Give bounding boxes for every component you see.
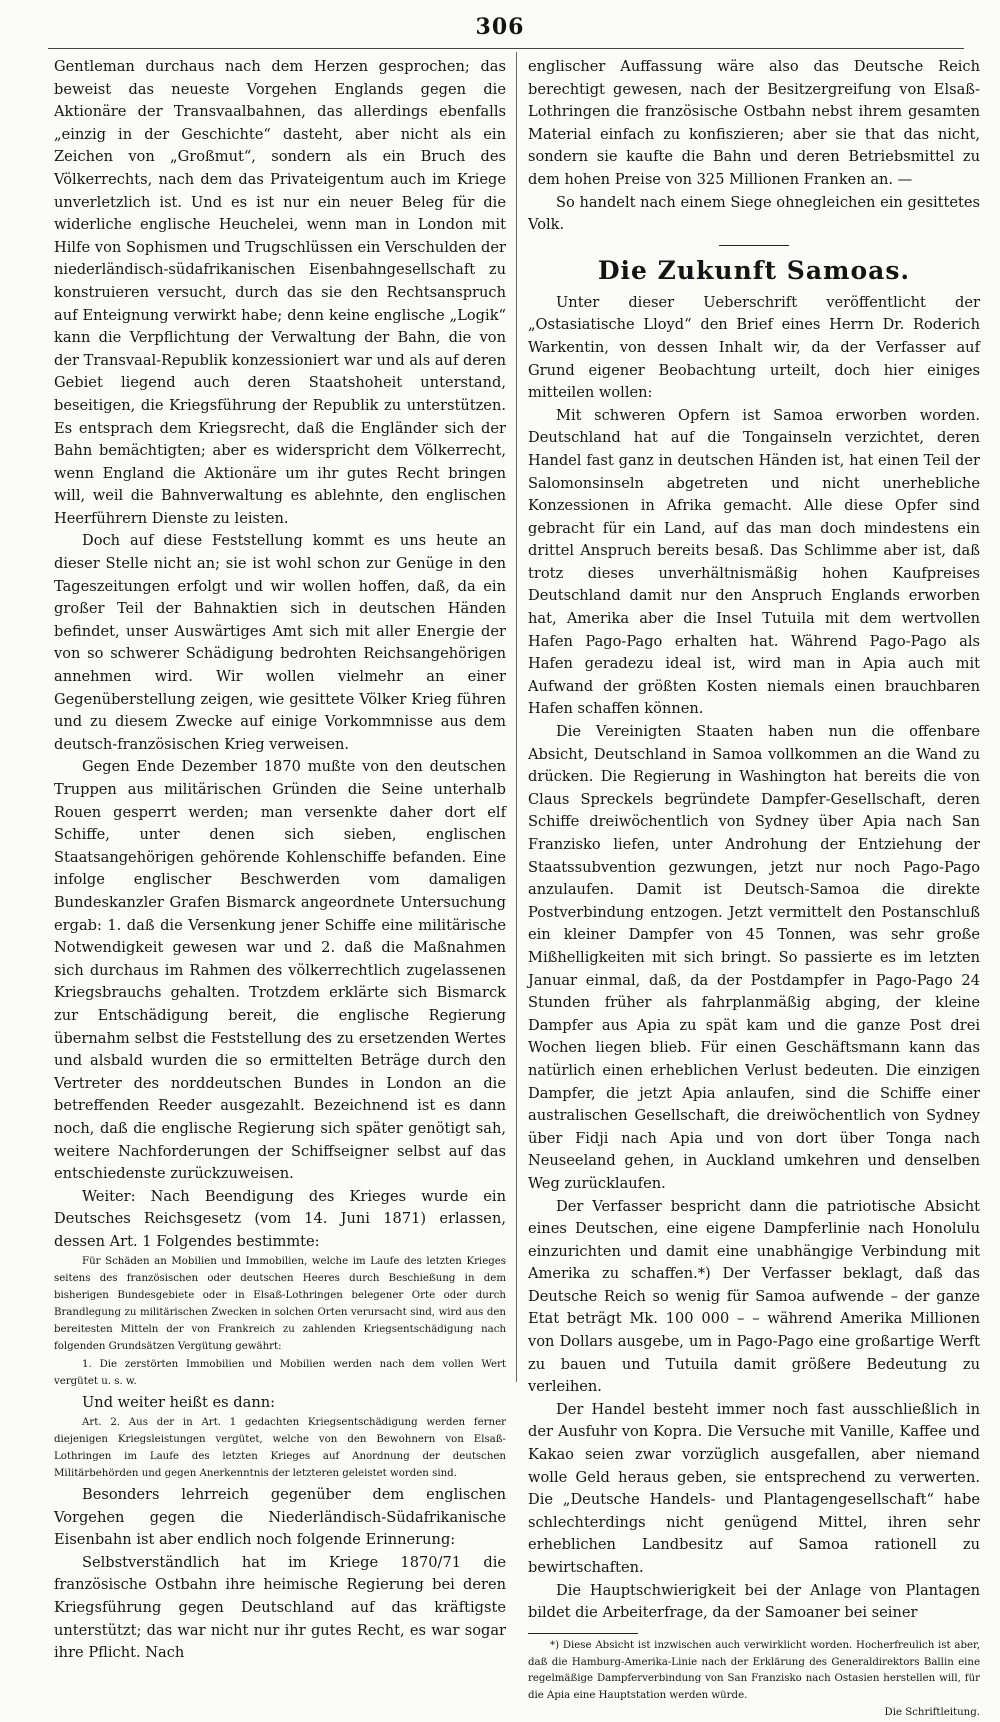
footnote-rule [528, 1633, 638, 1634]
paragraph: englischer Auffassung wäre also das Deutsche Reich berechtigt gewesen, nach der Besitzergreifung von Elsaß-Lothringen die französische Ostbahn nebst ihrem gesamten Material einfach zu konfiszieren; aber sie that das nicht, sondern sie kaufte die Bahn und deren Betriebsmittel zu dem hohen Preise von 325 Millionen Franken an. — [528, 58, 980, 188]
paragraph: Unter dieser Ueberschrift veröffentlicht der „Ostasiatische Lloyd“ den Brief eines Herrn Dr. Roderich Warkentin, von dessen Inhalt wir, da der Verfasser auf Grund eigener Beobachtung urteilt, doch hier einiges mitteilen wollen: [528, 293, 980, 402]
paragraph: Mit schweren Opfern ist Samoa erworben worden. Deutschland hat auf die Tongainseln verzichtet, deren Handel fast ganz in deutschen Händen ist, hat einen Teil der Salomonsinseln abgetreten und nicht unerhebliche Konzessionen in Afrika gemacht. Alle diese Opfer sind gebracht für ein Land, auf das man doch mindestens ein drittel Anspruch bereits besaß. Das Schlimme aber ist, daß trotz dieses unverhältnismäßig hohen Kaufpreises Deutschland damit nur den Anspruch Englands erworben hat, Amerika aber die Insel Tutuila mit dem wertvollen Hafen Pago-Pago erhalten hat. Während Pago-Pago als Hafen geradezu ideal ist, wird man in Apia auch mit Aufwand der größten Kosten niemals einen brauchbaren Hafen schaffen können. [528, 406, 980, 718]
paragraph: Doch auf diese Feststellung kommt es uns heute an dieser Stelle nicht an; sie ist wohl schon zur Genüge in den Tageszeitungen erfolgt und wir wollen hoffen, daß, da ein großer Teil der Bahnaktien sich in deutschen Händen befindet, unser Auswärtiges Amt sich mit aller Energie der von so schwerer Schädigung bedrohten Reichsangehörigen annehmen wird. Wir wollen vielmehr an einer Gegenüberstellung zeigen, wie gesittete Völker Krieg führen und zu diesem Zwecke auf einige Vorkommnisse aus dem deutsch-französischen Krieg verweisen. [54, 532, 506, 753]
footnote: *) Diese Absicht ist inzwischen auch verwirklicht worden. Hocherfreulich ist aber, daß die Hamburg-Amerika-Linie nach der Erklärung des Generaldirektors Ballin eine regelmäßige Dampferverbindung von San Franzisko nach Ostasien herstellen will, für die Apia eine Hauptstation werden würde. [528, 1639, 980, 1702]
paragraph: Besonders lehrreich gegenüber dem englischen Vorgehen gegen die Niederländisch-Südafrikanische Eisenbahn ist aber endlich noch folgende Erinnerung: [54, 1485, 506, 1549]
paragraph: Die Vereinigten Staaten haben nun die offenbare Absicht, Deutschland in Samoa vollkommen an die Wand zu drücken. Die Regierung in Washington hat bereits die von Claus Spreckels begründete Dampfer-Gesellschaft, deren Schiffe dreiwöchentlich von Sydney über Apia nach San Franzisko liefen, unter Androhung der Entziehung der Staatssubvention gezwungen, jetzt nur noch Pago-Pago anzulaufen. Damit ist Deutsch-Samoa die direkte Postverbindung entzogen. Jetzt vermittelt den Postanschluß ein kleiner Dampfer von 45 Tonnen, was sehr große Mißhelligkeiten mit sich bringt. So passierte es im letzten Januar einmal, daß, da der Postdampfer in Pago-Pago 24 Stunden früher als fahrplanmäßig abging, der kleine Dampfer aus Apia zu spät kam und die ganze Post drei Wochen liegen blieb. Für einen Geschäftsmann kann das natürlich einen erheblichen Verlust bedeuten. Die einzigen Dampfer, die jetzt Apia anlaufen, sind die Schiffe einer australischen Gesellschaft, die dreiwöchentlich von Sydney über Fidji nach Apia und von dort über Tonga nach Neuseeland gehen, in Auckland umkehren und denselben Weg zurücklaufen. [528, 723, 980, 1192]
footnote-signature: Die Schriftleitung. [884, 1706, 980, 1718]
paragraph: Für Schäden an Mobilien und Immobilien, welche im Laufe des letzten Krieges seitens des französischen oder deutschen Heeres durch Beschießung in dem bisherigen Bundesgebiete oder in Elsaß-Lothringen belegener Orte oder durch Brandlegung zu militärischen Zwecken in solchen Orten verursacht sind, wird aus den bereitesten Mitteln der von Frankreich zu zahlenden Kriegsentschädigung nach folgenden Grundsätzen Vergütung gewährt: [54, 1256, 506, 1352]
paragraph: Und weiter heißt es dann: [82, 1393, 276, 1411]
section-title: Die Zukunft Samoas. [597, 255, 911, 285]
paragraph: 1. Die zerstörten Immobilien und Mobilien werden nach dem vollen Wert vergütet u. s. w. [54, 1358, 506, 1387]
right-column-body [528, 292, 980, 1625]
page-number: 306 [475, 14, 525, 40]
paragraph: Der Verfasser bespricht dann die patriotische Absicht eines Deutschen, eine eigene Dampferlinie nach Honolulu einzurichten und damit eine unabhängige Verbindung mit Amerika zu schaffen.*) Der Verfasser beklagt, daß das Deutsche Reich so wenig für Samoa aufwende – der ganze Etat beträgt Mk. 100 000 – – während Amerika Millionen von Dollars ausgebe, um in Pago-Pago eine großartige Werft zu bauen und Tutuila damit größere Bedeutung zu verleihen. [528, 1197, 980, 1396]
paragraph: Der Handel besteht immer noch fast ausschließlich in der Ausfuhr von Kopra. Die Versuche mit Vanille, Kaffee und Kakao seien zwar vorzüglich ausgefallen, aber niemand wolle Geld heraus geben, sie entsprechend zu verwerten. Die „Deutsche Handels- und Plantagengesellschaft“ habe schlechterdings nicht genügend Mittel, ihren sehr erheblichen Landbesitz auf Samoa rationell zu bewirtschaften. [528, 1400, 980, 1576]
right-column-intro [528, 56, 980, 237]
paragraph: Weiter: Nach Beendigung des Krieges wurde ein Deutsches Reichsgesetz (vom 14. Juni 1871) erlassen, dessen Art. 1 Folgendes bestimmte: [54, 1187, 506, 1250]
paragraph: Art. 2. Aus der in Art. 1 gedachten Kriegsentschädigung werden ferner diejenigen Kriegsleistungen vergütet, welche von den Bewohnern von Elsaß-Lothringen im Laufe des letzten Krieges auf Anordnung der deutschen Militärbehörden und gegen Anerkenntnis der letzteren geleistet worden sind. [54, 1417, 506, 1480]
section-divider [719, 245, 789, 246]
paragraph: Gentleman durchaus nach dem Herzen gesprochen; das beweist das neueste Vorgehen Englands gegen die Aktionäre der Transvaalbahnen, das allerdings ebenfalls „einzig in der Geschichte“ dasteht, aber nicht als ein Zeichen von „Großmut“, sondern als ein Bruch des Völkerrechts, nach dem das Privateigentum auch im Kriege unverletzlich ist. Und es ist nur ein neuer Beleg für die widerliche englische Heuchelei, wenn man in London mit Hilfe von Sophismen und Trugschlüssen ein Verschulden der niederländisch-südafrikanischen Eisenbahngesellschaft zu konstruieren versucht, durch das sie den Rechtsanspruch auf Enteignung verwirkt habe; denn keine englische „Logik“ kann die Verpflichtung der Verwaltung der Bahn, die von der Transvaal-Republik konzessioniert war und als auf deren Gebiet liegend auch deren Staatshoheit unterstand, beseitigen, die Kriegsführung der Republik zu unterstützen. Es entsprach dem Kriegsrecht, daß die Engländer sich der Bahn bemächtigten; aber es widerspricht dem Völkerrecht, wenn England die Aktionäre um ihr gutes Recht bringen will, weil die Bahnverwaltung es ablehnte, den englischen Heerführern Dienste zu leisten. [54, 58, 506, 527]
column-divider [516, 52, 517, 1382]
right-column [528, 56, 980, 1722]
paragraph: So handelt nach einem Siege ohnegleichen ein gesittetes Volk. [528, 193, 980, 234]
paragraph: Selbstverständlich hat im Kriege 1870/71 die französische Ostbahn ihre heimische Regierung bei deren Kriegsführung gegen Deutschland auf das kräftigste unterstützt; das war nicht nur ihr gutes Recht, es war sogar ihre Pflicht. Nach [54, 1553, 506, 1662]
left-column [54, 56, 506, 1665]
paragraph: Gegen Ende Dezember 1870 mußte von den deutschen Truppen aus militärischen Gründen die Seine unterhalb Rouen gesperrt werden; man versenkte daher dort elf Schiffe, unter denen sich sieben, englischen Staatsangehörigen gehörende Kohlenschiffe befanden. Eine infolge englischer Beschwerden vom damaligen Bundeskanzler Grafen Bismarck angeordnete Untersuchung ergab: 1. daß die Versenkung jener Schiffe eine militärische Notwendigkeit gewesen war und 2. daß die Maßnahmen sich durchaus im Rahmen des völkerrechtlich zugelassenen Kriegsbrauchs gehalten. Trotzdem erklärte sich Bismarck zur Entschädigung bereit, die englische Regierung übernahm selbst die Feststellung des zu ersetzenden Wertes und alsbald wurden die so ermittelten Beträge durch den Vertreter des norddeutschen Bundes in London an die betreffenden Reeder ausgezahlt. Bezeichnend ist es dann noch, daß die englische Regierung sich später genötigt sah, weitere Nachforderungen der Schiffseigner selbst auf das entschiedenste zurückzuweisen. [54, 758, 506, 1183]
header-rule [48, 48, 964, 49]
paragraph: Die Hauptschwierigkeit bei der Anlage von Plantagen bildet die Arbeiterfrage, da der Samoaner bei seiner [528, 1581, 980, 1622]
